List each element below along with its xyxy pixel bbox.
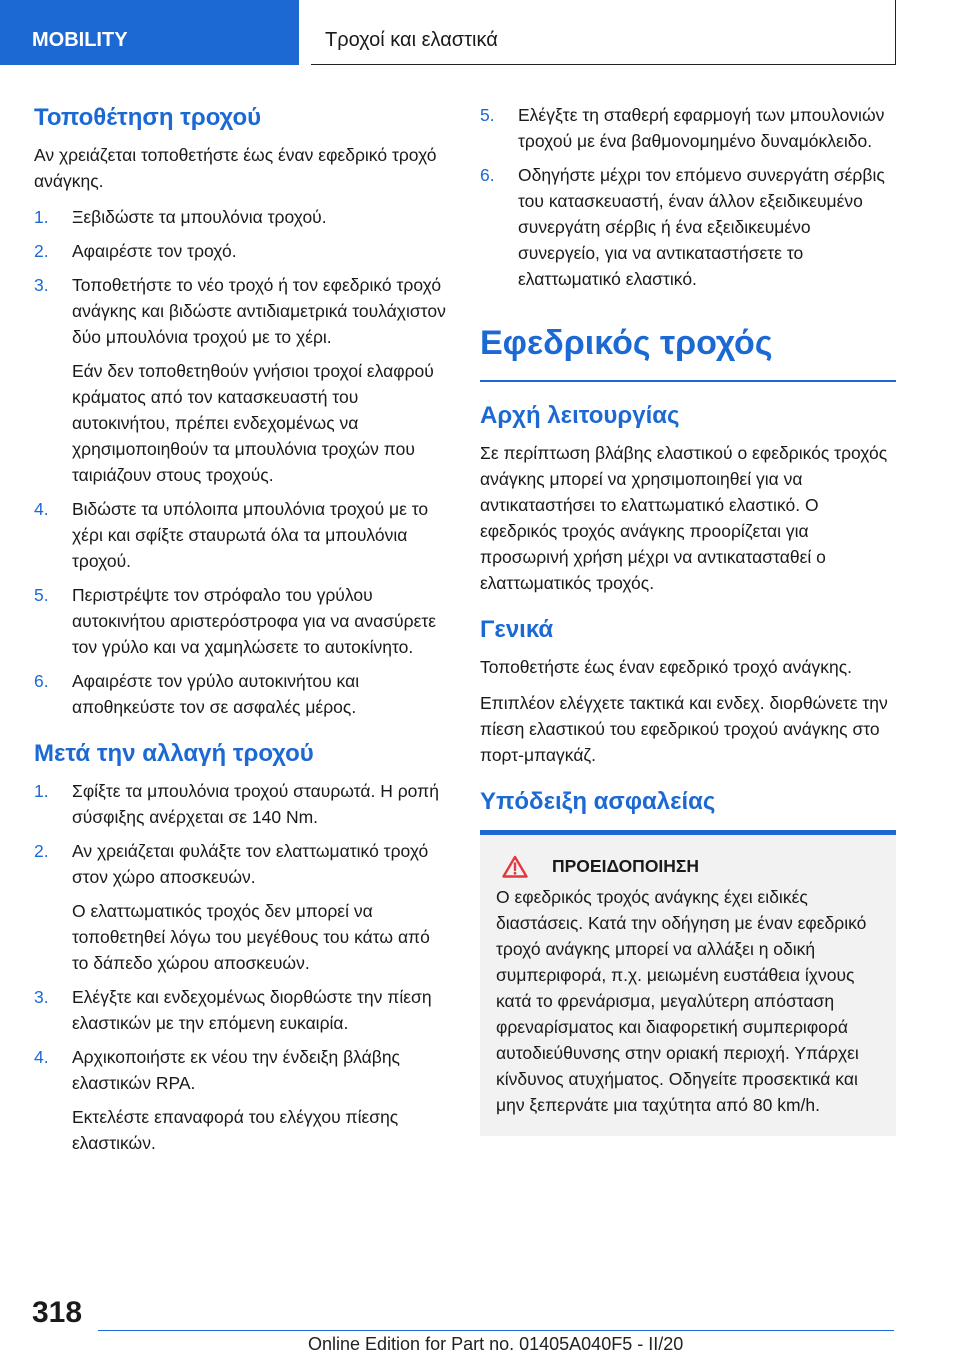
header-section-tab [0,0,299,65]
step-text: Ελέγξτε και ενδεχομένως διορθώστε την πίεση ελαστικών με την επόμενη ευκαιρία. [72,987,432,1033]
footer-edition: Online Edition for Part no. 01405A040F5 - II/20 [308,1334,684,1354]
header-chapter-label: Τροχοί και ελαστικά [325,29,498,51]
left-column [34,102,450,1164]
mount-steps [34,204,450,720]
header-section-label: MOBILITY [32,29,128,51]
mount-heading: Τοποθέτηση τροχού [34,104,262,131]
step-note: Εκτελέστε επαναφορά του ελέγχου πίεσης ελαστικών. [72,1107,399,1153]
header-chapter-title [311,0,896,65]
list-item [34,272,450,488]
warning-triangle-icon [502,855,528,878]
list-item [34,838,450,976]
list-item [480,102,896,154]
step-note: Ο ελαττωματικός τροχός δεν μπορεί να τοποθετηθεί λόγω του μεγέθους του κάτω από το δάπεδο χώρου αποσκευών. [72,901,430,973]
mount-intro: Αν χρειάζεται τοποθετήστε έως έναν εφεδρικό τροχό ανάγκης. [34,145,437,191]
warning-label: ΠΡΟΕΙΔΟΠΟΙΗΣΗ [552,856,700,876]
after-steps [34,778,450,1156]
step-number: 3. [34,275,49,295]
list-item [34,668,450,720]
step-text: Αφαιρέστε τον γρύλο αυτοκινήτου και αποθηκεύστε τον σε ασφαλές μέρος. [72,671,360,717]
step-text: Ελέγξτε τη σταθερή εφαρμογή των μπουλονιών τροχού με ένα βαθμονομημένο δυναμόκλειδο. [518,105,885,151]
list-item [34,1044,450,1156]
step-text: Βιδώστε τα υπόλοιπα μπουλόνια τροχού με το χέρι και σφίξτε σταυρωτά όλα τα μπουλόνια τροχού. [72,499,429,571]
step-number: 6. [34,671,49,691]
step-number: 5. [34,585,49,605]
step-text: Οδηγήστε μέχρι τον επόμενο συνεργάτη σέρβις του κατασκευαστή, έναν άλλον εξειδικευμένο συνεργάτη σέρβις ή ένα εξειδικευμένο συνεργείο, για να αντικαταστήσετε το ελαττωματικό ελαστικό. [518,165,885,289]
warning-box [480,830,896,1136]
general-heading: Γενικά [480,616,554,643]
section-title: Εφεδρικός τροχός [480,322,896,382]
step-text: Ξεβιδώστε τα μπουλόνια τροχού. [72,207,327,227]
right-column [480,102,896,1136]
list-item [34,238,450,264]
safety-heading: Υπόδειξη ασφαλείας [480,788,716,815]
principle-text: Σε περίπτωση βλάβης ελαστικού ο εφεδρικός τροχός ανάγκης μπορεί να χρησιμοποιηθεί για να αντικαταστήσει το ελαττωματικό ελαστικό. Ο εφεδρικός τροχός ανάγκης προορίζεται για προσωρινή χρήση μέχρι να αντικατασταθεί ο ελαττωματικός τροχός. [480,443,888,593]
list-item [34,582,450,660]
step-text: Αρχικοποιήστε εκ νέου την ένδειξη βλάβης ελαστικών RPA. [72,1047,400,1093]
step-note: Εάν δεν τοποθετηθούν γνήσιοι τροχοί ελαφρού κράματος από τον κατασκευαστή του αυτοκινήτου, πρέπει ενδεχομένως να χρησιμοποιηθούν τα μπουλόνια τροχών που ταιριάζουν στους τροχούς. [72,361,434,485]
list-item [34,984,450,1036]
general-text-1: Τοποθετήστε έως έναν εφεδρικό τροχό ανάγκης. [480,657,853,677]
list-item [34,496,450,574]
step-number: 4. [34,499,49,519]
page-number: 318 [32,1296,83,1329]
general-text-2: Επιπλέον ελέγχετε τακτικά και ενδεχ. διορθώνετε την πίεση ελαστικού του εφεδρικού τροχού ανάγκης στο πορτ-μπαγκάζ. [480,693,888,765]
step-number: 5. [480,105,495,125]
warning-header [496,855,880,878]
step-text: Περιστρέψτε τον στρόφαλο του γρύλου αυτοκινήτου αριστερόστροφα για να ανασύρετε τον γρύλο και να χαμηλώσετε το αυτοκίνητο. [72,585,437,657]
step-number: 2. [34,241,49,261]
list-item [34,778,450,830]
step-text: Τοποθετήστε το νέο τροχό ή τον εφεδρικό τροχό ανάγκης και βιδώστε αντιδιαμετρικά τουλάχιστον δύο μπουλόνια τροχού με το χέρι. [72,275,446,347]
step-number: 3. [34,987,49,1007]
step-number: 1. [34,781,49,801]
continued-steps [480,102,896,292]
step-number: 6. [480,165,495,185]
step-text: Αν χρειάζεται φυλάξτε τον ελαττωματικό τροχό στον χώρο αποσκευών. [72,841,429,887]
list-item [34,204,450,230]
step-number: 1. [34,207,49,227]
footer-divider [98,1330,894,1331]
list-item [480,162,896,292]
principle-heading: Αρχή λειτουργίας [480,402,680,429]
step-number: 2. [34,841,49,861]
step-number: 4. [34,1047,49,1067]
warning-text: Ο εφεδρικός τροχός ανάγκης έχει ειδικές διαστάσεις. Κατά την οδήγηση με έναν εφεδρικό τροχό ανάγκης μπορεί να αλλάξει η οδική συμπεριφορά, π.χ. μειωμένη ευστάθεια ίχνους κατά το φρενάρισμα, μεγαλύτερη απόσταση φρεναρίσματος και διαφορετική συμπεριφορά αυτοδιεύθυνσης στην οριακή περιοχή. Υπάρχει κίνδυνος ατυχήματος. Οδηγείτε προσεκτικά και μην ξεπερνάτε μια ταχύτητα από 80 km/h. [496,887,867,1115]
step-text: Σφίξτε τα μπουλόνια τροχού σταυρωτά. Η ροπή σύσφιξης ανέρχεται σε 140 Nm. [72,781,439,827]
step-text: Αφαιρέστε τον τροχό. [72,241,237,261]
after-heading: Μετά την αλλαγή τροχού [34,740,314,767]
